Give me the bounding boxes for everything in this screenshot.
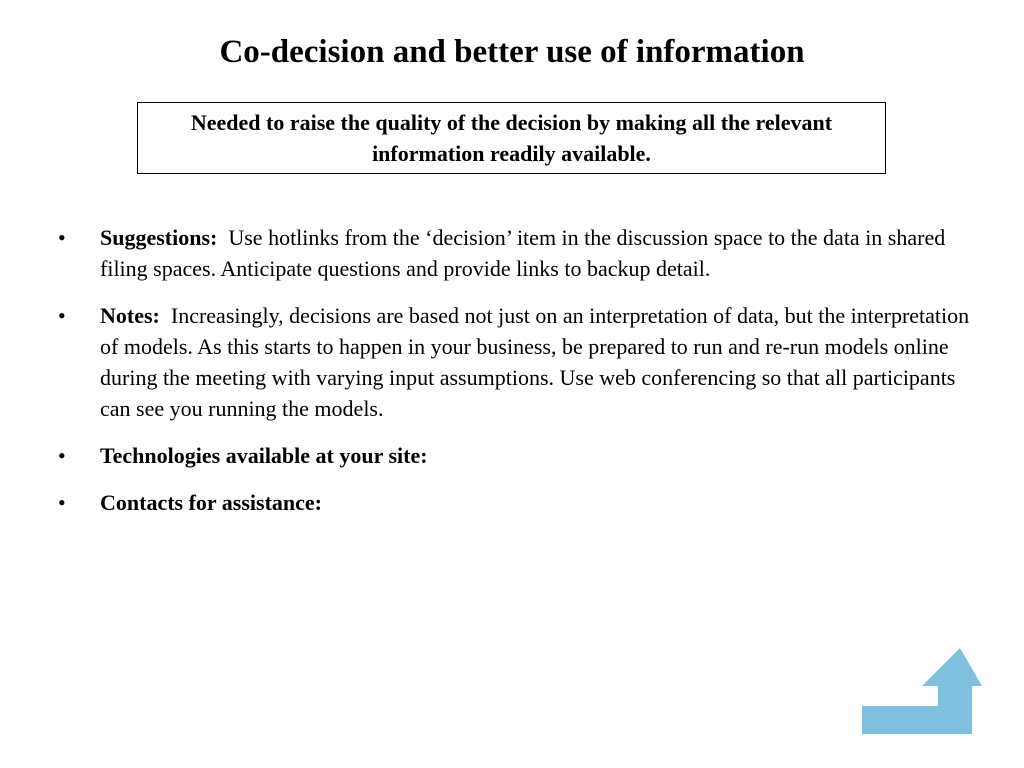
callout-box [137,102,886,174]
slide-title: Co-decision and better use of information [219,34,805,70]
bullet-text: Use hotlinks from the ‘decision’ item in the discussion space to the data in shared filing spaces. Anticipate questions and provide links to backup detail. [100,225,946,281]
callout-text: Needed to raise the quality of the decision by making all the relevant information readily available. [190,110,833,166]
bullet-technologies [58,440,988,471]
bullet-dot: • [58,225,66,250]
return-arrow-icon[interactable] [860,646,984,736]
bullet-dot: • [58,443,66,468]
bullet-dot: • [58,303,66,328]
bullet-list [58,222,988,534]
bullet-notes [58,300,988,424]
bullet-label: Suggestions: [100,225,218,250]
bullet-dot: • [58,490,66,515]
bullet-suggestions [58,222,988,284]
bullet-label: Technologies available at your site: [100,443,428,468]
bullet-label: Contacts for assistance: [100,490,323,515]
bullet-text: Increasingly, decisions are based not just on an interpretation of data, but the interpretation of models. As this starts to happen in your business, be prepared to run and re-run models online during the meeting with varying input assumptions. Use web conferencing so that all participants can see you running the models. [100,303,970,421]
bullet-contacts [58,487,988,518]
bullet-label: Notes: [100,303,160,328]
